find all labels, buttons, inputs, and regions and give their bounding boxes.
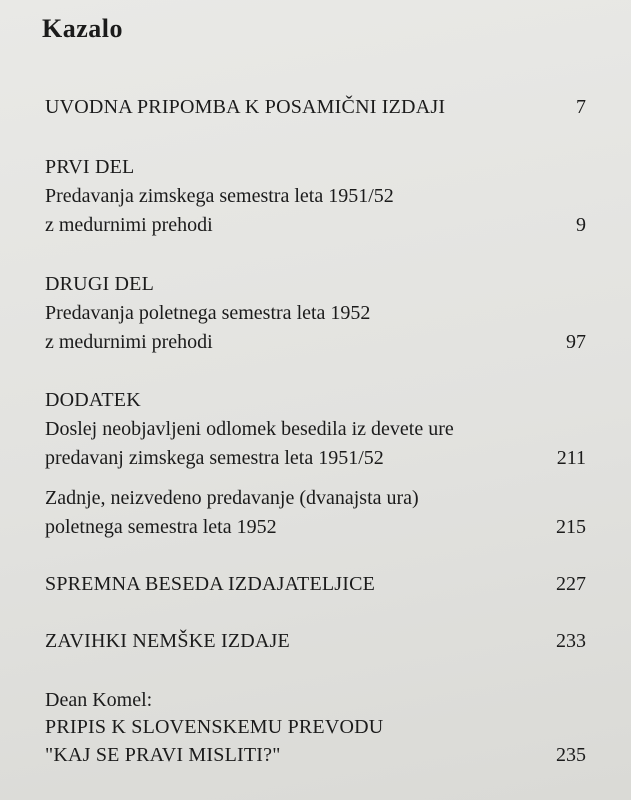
toc-entry-zavihki-page: 233: [556, 630, 586, 652]
toc-entry-dodatek1-page: 211: [556, 447, 586, 469]
toc-entry-komel-page: 235: [556, 744, 586, 766]
toc-entry-prvi-line1: Predavanja zimskega semestra leta 1951/52: [45, 185, 394, 207]
toc-entry-drugi-line2: z medurnimi prehodi: [45, 331, 213, 353]
toc-entry-dodatek1-line1: Doslej neobjavljeni odlomek besedila iz devete ure: [45, 418, 454, 440]
toc-entry-dodatek1-line2: predavanj zimskega semestra leta 1951/52: [45, 447, 384, 469]
toc-entry-prvi-line2: z medurnimi prehodi: [45, 214, 213, 236]
toc-entry-komel-line1: PRIPIS K SLOVENSKEMU PREVODU: [45, 716, 384, 738]
toc-part-drugi: DRUGI DEL: [45, 273, 155, 295]
toc-entry-prvi-page: 9: [576, 214, 586, 236]
toc-part-dodatek: DODATEK: [45, 389, 141, 411]
toc-entry-dodatek2-line1: Zadnje, neizvedeno predavanje (dvanajsta ura): [45, 487, 419, 509]
toc-entry-uvodna-page: 7: [576, 96, 586, 118]
toc-entry-dodatek2-page: 215: [556, 516, 586, 538]
toc-entry-komel-author: Dean Komel:: [45, 689, 153, 711]
toc-entry-drugi-page: 97: [566, 331, 586, 353]
toc-part-prvi: PRVI DEL: [45, 156, 135, 178]
toc-entry-spremna-title: SPREMNA BESEDA IZDAJATELJICE: [45, 573, 376, 595]
toc-entry-spremna-page: 227: [556, 573, 586, 595]
page-title: Kazalo: [42, 14, 123, 43]
toc-entry-komel-line2: "KAJ SE PRAVI MISLITI?": [45, 744, 281, 766]
toc-entry-uvodna-title: UVODNA PRIPOMBA K POSAMIČNI IZDAJI: [45, 96, 446, 118]
toc-entry-dodatek2-line2: poletnega semestra leta 1952: [45, 516, 277, 538]
toc-entry-drugi-line1: Predavanja poletnega semestra leta 1952: [45, 302, 371, 324]
toc-entry-zavihki-title: ZAVIHKI NEMŠKE IZDAJE: [45, 630, 290, 652]
